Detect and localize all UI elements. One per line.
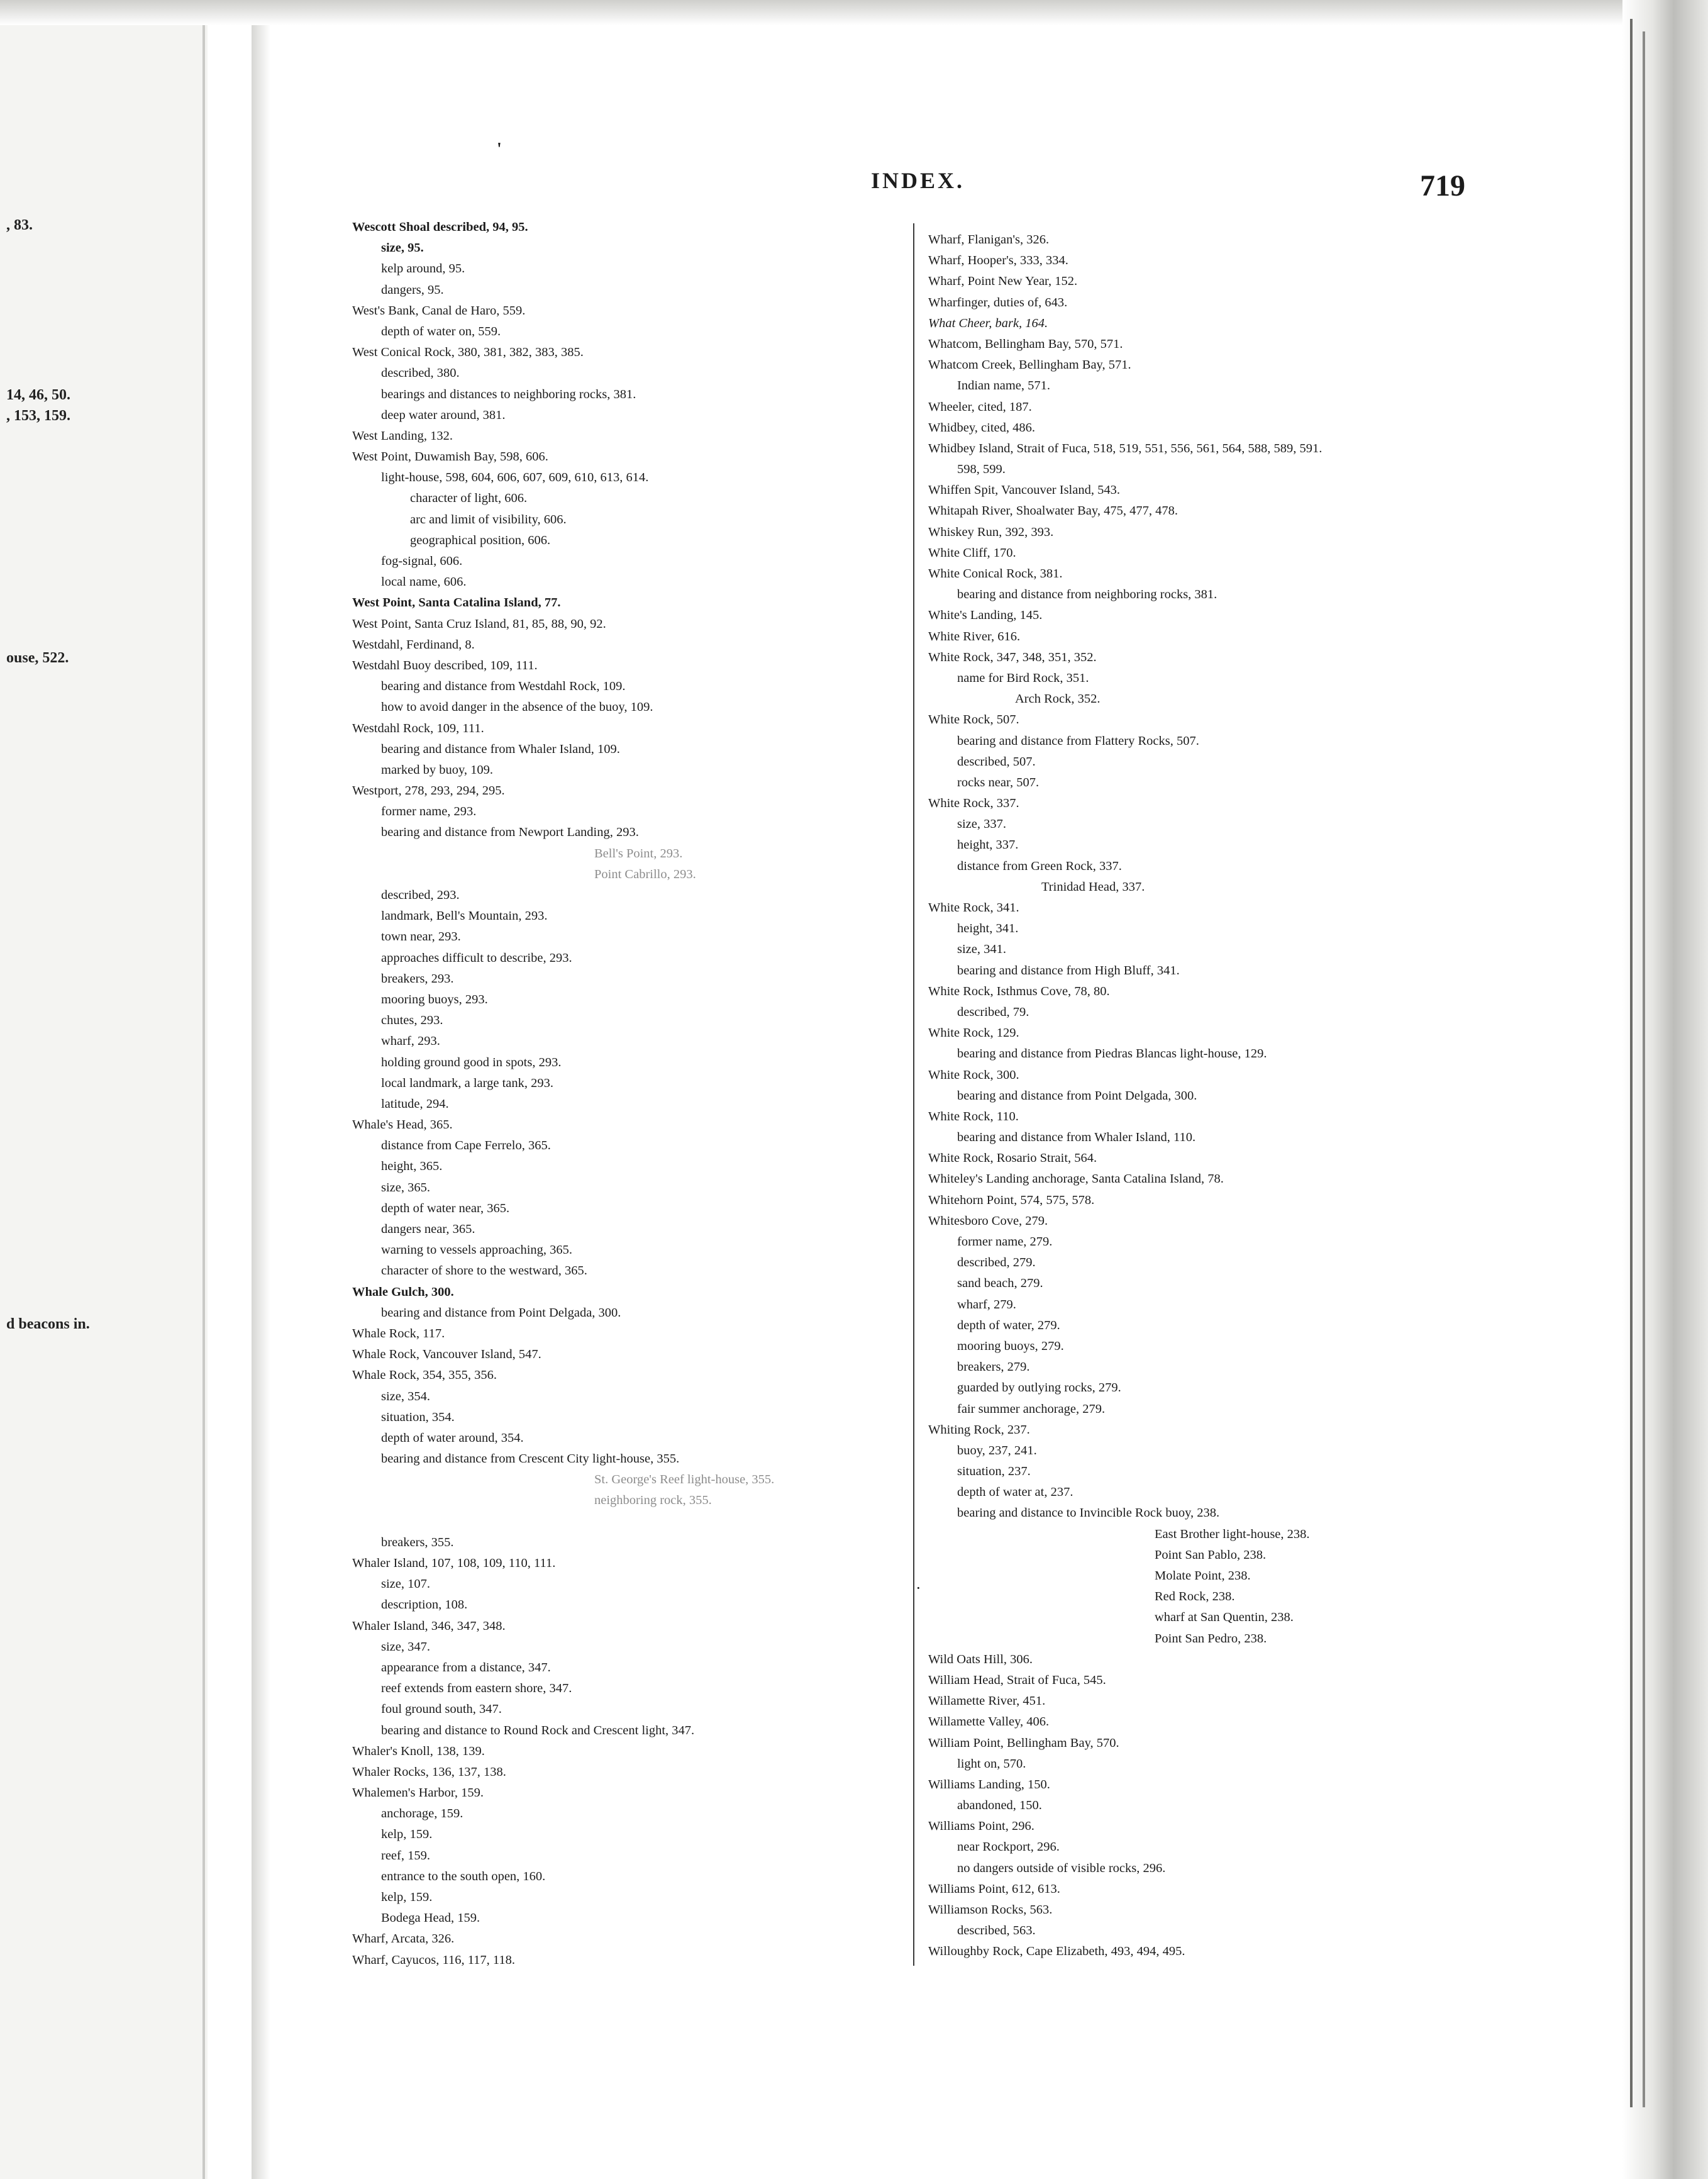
index-entry: White Rock, Rosario Strait, 564. xyxy=(928,1151,1097,1166)
index-entry: Whitapah River, Shoalwater Bay, 475, 477, 478. xyxy=(928,504,1178,518)
index-subentry: arc and limit of visibility, 606. xyxy=(410,512,567,527)
index-entry: Whale's Head, 365. xyxy=(352,1118,453,1132)
index-entry: Whaler's Knoll, 138, 139. xyxy=(352,1744,485,1758)
index-subentry: abandoned, 150. xyxy=(957,1798,1042,1813)
index-subentry: breakers, 355. xyxy=(381,1535,454,1549)
facing-page-fragment: , 153, 159. xyxy=(6,408,70,424)
index-subentry: size, 347. xyxy=(381,1639,430,1654)
index-subentry: former name, 279. xyxy=(957,1235,1053,1249)
index-subentry: Indian name, 571. xyxy=(957,379,1051,393)
index-subentry: height, 337. xyxy=(957,838,1019,852)
index-subentry: bearing and distance from Point Delgada, 300. xyxy=(957,1088,1197,1103)
index-subentry: described, 293. xyxy=(381,888,460,902)
index-subentry: distance from Green Rock, 337. xyxy=(957,859,1122,873)
index-entry: William Head, Strait of Fuca, 545. xyxy=(928,1673,1106,1687)
index-subentry: Trinidad Head, 337. xyxy=(1041,879,1145,894)
index-entry: Whaler Island, 107, 108, 109, 110, 111. xyxy=(352,1556,556,1570)
index-subentry: described, 380. xyxy=(381,366,460,381)
index-subentry: Point San Pedro, 238. xyxy=(1155,1631,1267,1646)
index-subentry: latitude, 294. xyxy=(381,1096,449,1111)
index-subentry: reef, 159. xyxy=(381,1848,430,1863)
index-subentry: bearing and distance to Round Rock and Crescent light, 347. xyxy=(381,1723,695,1737)
page-edge-stack xyxy=(1622,0,1708,2179)
index-subentry: described, 79. xyxy=(957,1005,1029,1019)
index-entry: Westdahl, Ferdinand, 8. xyxy=(352,637,475,652)
index-subentry: chutes, 293. xyxy=(381,1013,443,1028)
index-subentry: bearing and distance from Crescent City light-house, 355. xyxy=(381,1452,680,1466)
index-subentry: light-house, 598, 604, 606, 607, 609, 610, 613, 614. xyxy=(381,471,649,485)
index-subentry: bearing and distance from Whaler Island, 109. xyxy=(381,742,620,756)
index-subentry: character of shore to the westward, 365. xyxy=(381,1264,587,1278)
index-entry: Whiskey Run, 392, 393. xyxy=(928,525,1054,539)
index-entry: White's Landing, 145. xyxy=(928,608,1043,623)
index-entry: Whale Rock, 354, 355, 356. xyxy=(352,1368,497,1383)
index-subentry: sand beach, 279. xyxy=(957,1276,1043,1291)
index-subentry: bearing and distance from Point Delgada, 300. xyxy=(381,1305,621,1320)
index-subentry: height, 365. xyxy=(381,1159,443,1174)
index-subentry: size, 95. xyxy=(381,241,424,255)
index-entry: Whalemen's Harbor, 159. xyxy=(352,1786,484,1800)
page-number: 719 xyxy=(1420,169,1465,203)
index-subentry: marked by buoy, 109. xyxy=(381,762,494,777)
index-entry: West Conical Rock, 380, 381, 382, 383, 385. xyxy=(352,345,584,360)
index-entry: White Rock, 347, 348, 351, 352. xyxy=(928,650,1097,664)
index-subentry: near Rockport, 296. xyxy=(957,1840,1060,1854)
index-subentry: size, 354. xyxy=(381,1389,430,1403)
index-entry: White Rock, 507. xyxy=(928,713,1019,727)
index-entry: Whaler Island, 346, 347, 348. xyxy=(352,1619,506,1633)
index-subentry: Arch Rock, 352. xyxy=(1015,692,1101,706)
index-entry: White Rock, 341. xyxy=(928,901,1019,915)
index-subentry: distance from Cape Ferrelo, 365. xyxy=(381,1139,551,1153)
index-entry: Whiteley's Landing anchorage, Santa Catalina Island, 78. xyxy=(928,1172,1224,1186)
index-entry: Whitesboro Cove, 279. xyxy=(928,1213,1048,1228)
index-subentry: size, 107. xyxy=(381,1577,430,1591)
index-entry: White Rock, 300. xyxy=(928,1067,1019,1082)
index-subentry: Bell's Point, 293. xyxy=(594,846,683,861)
index-subentry: foul ground south, 347. xyxy=(381,1702,502,1717)
index-column-left xyxy=(352,217,924,1971)
facing-page-fragment: d beacons in. xyxy=(6,1316,90,1332)
page-edge-line xyxy=(1630,19,1633,2107)
index-subentry: situation, 354. xyxy=(381,1410,455,1424)
facing-page-fragment: 14, 46, 50. xyxy=(6,387,70,403)
page-fold xyxy=(202,0,205,2179)
index-subentry: described, 507. xyxy=(957,754,1036,769)
index-entry: White Rock, Isthmus Cove, 78, 80. xyxy=(928,984,1110,998)
index-subentry: no dangers outside of visible rocks, 296. xyxy=(957,1861,1166,1875)
index-subentry: town near, 293. xyxy=(381,930,461,944)
index-entry: Whatcom Creek, Bellingham Bay, 571. xyxy=(928,358,1131,372)
index-subentry: bearing and distance from Piedras Blancas light-house, 129. xyxy=(957,1047,1267,1061)
index-entry: White Cliff, 170. xyxy=(928,545,1016,560)
index-entry: Wescott Shoal described, 94, 95. xyxy=(352,220,528,234)
index-subentry: size, 341. xyxy=(957,942,1006,957)
index-subentry: character of light, 606. xyxy=(410,491,528,506)
index-subentry: bearing and distance from Newport Landing, 293. xyxy=(381,825,639,840)
index-subentry: holding ground good in spots, 293. xyxy=(381,1055,562,1069)
index-subentry: bearing and distance from Westdahl Rock, 109. xyxy=(381,679,626,694)
index-subentry: how to avoid danger in the absence of the buoy, 109. xyxy=(381,700,653,715)
index-subentry: fog-signal, 606. xyxy=(381,554,463,568)
index-subentry: depth of water near, 365. xyxy=(381,1201,510,1215)
index-subentry: wharf, 293. xyxy=(381,1034,440,1049)
index-subentry: mooring buoys, 293. xyxy=(381,992,488,1006)
index-entry: Wharfinger, duties of, 643. xyxy=(928,295,1068,309)
index-subentry: kelp, 159. xyxy=(381,1827,433,1842)
index-subentry: bearing and distance from Flattery Rocks, 507. xyxy=(957,733,1199,748)
index-subentry: reef extends from eastern shore, 347. xyxy=(381,1681,572,1696)
index-entry: Whale Rock, 117. xyxy=(352,1326,445,1340)
index-entry: Whiffen Spit, Vancouver Island, 543. xyxy=(928,483,1120,498)
index-entry: Whale Rock, Vancouver Island, 547. xyxy=(352,1347,541,1362)
index-subentry: situation, 237. xyxy=(957,1464,1031,1479)
stray-dot: · xyxy=(916,1579,921,1597)
index-entry: White Conical Rock, 381. xyxy=(928,567,1063,581)
index-entry: Williams Point, 296. xyxy=(928,1819,1034,1834)
index-entry: Willamette River, 451. xyxy=(928,1694,1046,1708)
index-subentry: Red Rock, 238. xyxy=(1155,1590,1235,1604)
gutter-shadow xyxy=(252,0,270,2179)
index-entry: White Rock, 110. xyxy=(928,1109,1019,1123)
index-subentry: breakers, 279. xyxy=(957,1360,1030,1374)
index-entry: Whaler Rocks, 136, 137, 138. xyxy=(352,1764,506,1779)
index-entry: What Cheer, bark, 164. xyxy=(928,316,1048,330)
index-entry: Wharf, Cayucos, 116, 117, 118. xyxy=(352,1953,516,1967)
index-entry: Whatcom, Bellingham Bay, 570, 571. xyxy=(928,337,1123,351)
index-column-right xyxy=(928,230,1570,1963)
index-subentry: bearings and distances to neighboring rocks, 381. xyxy=(381,387,636,401)
index-entry: Whiting Rock, 237. xyxy=(928,1422,1030,1437)
stray-mark: ' xyxy=(497,140,502,159)
index-subentry: name for Bird Rock, 351. xyxy=(957,671,1089,685)
index-subentry: bearing and distance from neighboring rocks, 381. xyxy=(957,588,1217,602)
index-subentry: bearing and distance from High Bluff, 341. xyxy=(957,963,1180,978)
index-subentry: size, 337. xyxy=(957,817,1006,832)
index-entry: Willoughby Rock, Cape Elizabeth, 493, 494, 495. xyxy=(928,1944,1185,1959)
index-subentry: description, 108. xyxy=(381,1598,468,1612)
index-subentry: height, 341. xyxy=(957,922,1019,936)
index-entry: Wild Oats Hill, 306. xyxy=(928,1652,1033,1666)
index-entry: Westdahl Rock, 109, 111. xyxy=(352,721,484,735)
index-entry: White Rock, 337. xyxy=(928,796,1019,811)
index-subentry: deep water around, 381. xyxy=(381,408,506,422)
index-subentry: approaches difficult to describe, 293. xyxy=(381,950,572,965)
index-subentry: dangers near, 365. xyxy=(381,1222,475,1236)
index-subentry: wharf at San Quentin, 238. xyxy=(1155,1610,1294,1625)
index-subentry: bearing and distance from Whaler Island, 110. xyxy=(957,1130,1196,1145)
index-entry: West Point, Santa Catalina Island, 77. xyxy=(352,596,561,610)
index-subentry: appearance from a distance, 347. xyxy=(381,1660,551,1675)
index-subentry: depth of water at, 237. xyxy=(957,1485,1073,1500)
index-subentry: Molate Point, 238. xyxy=(1155,1569,1251,1583)
index-subentry: Point San Pablo, 238. xyxy=(1155,1547,1267,1562)
index-subentry: landmark, Bell's Mountain, 293. xyxy=(381,909,548,923)
index-subentry: Point Cabrillo, 293. xyxy=(594,867,696,881)
facing-page-margin xyxy=(0,0,208,2179)
index-entry: West Point, Santa Cruz Island, 81, 85, 88, 90, 92. xyxy=(352,616,606,631)
page-edge-line xyxy=(1643,31,1645,2107)
index-entry: William Point, Bellingham Bay, 570. xyxy=(928,1736,1119,1750)
index-entry: White Rock, 129. xyxy=(928,1026,1019,1040)
index-subentry: described, 279. xyxy=(957,1256,1036,1270)
index-subentry: depth of water, 279. xyxy=(957,1318,1060,1332)
index-subentry: buoy, 237, 241. xyxy=(957,1443,1037,1457)
top-edge xyxy=(0,0,1708,25)
index-subentry: Bodega Head, 159. xyxy=(381,1911,480,1925)
index-subentry: geographical position, 606. xyxy=(410,533,551,547)
index-subentry: light on, 570. xyxy=(957,1756,1026,1771)
index-entry xyxy=(352,1512,924,1532)
index-subentry: warning to vessels approaching, 365. xyxy=(381,1243,573,1257)
index-subentry: guarded by outlying rocks, 279. xyxy=(957,1381,1121,1395)
index-subentry: wharf, 279. xyxy=(957,1297,1016,1312)
index-subentry: size, 365. xyxy=(381,1180,430,1195)
index-entry: Wharf, Flanigan's, 326. xyxy=(928,233,1050,247)
index-subentry: neighboring rock, 355. xyxy=(594,1493,712,1508)
index-subentry: kelp, 159. xyxy=(381,1890,433,1904)
index-subentry: fair summer anchorage, 279. xyxy=(957,1402,1106,1416)
index-subentry: 598, 599. xyxy=(957,462,1006,477)
facing-page-fragment: , 83. xyxy=(6,217,33,233)
index-entry: Wheeler, cited, 187. xyxy=(928,399,1032,414)
index-entry: Williamson Rocks, 563. xyxy=(928,1903,1053,1917)
index-subentry: kelp around, 95. xyxy=(381,262,465,276)
index-subentry: breakers, 293. xyxy=(381,971,454,986)
index-subentry: dangers, 95. xyxy=(381,282,444,297)
index-subentry: local name, 606. xyxy=(381,575,467,589)
index-subentry: anchorage, 159. xyxy=(381,1807,463,1821)
index-entry: Williams Point, 612, 613. xyxy=(928,1881,1060,1896)
index-entry: West's Bank, Canal de Haro, 559. xyxy=(352,303,526,318)
index-entry: Willamette Valley, 406. xyxy=(928,1715,1050,1729)
index-subentry: East Brother light-house, 238. xyxy=(1155,1527,1310,1541)
index-subentry: described, 563. xyxy=(957,1924,1036,1938)
facing-page-fragment: ouse, 522. xyxy=(6,650,69,666)
index-subentry: St. George's Reef light-house, 355. xyxy=(594,1473,775,1487)
index-subentry: rocks near, 507. xyxy=(957,775,1040,789)
index-entry: Wharf, Point New Year, 152. xyxy=(928,274,1078,289)
index-entry: Whale Gulch, 300. xyxy=(352,1285,454,1299)
index-entry: West Point, Duwamish Bay, 598, 606. xyxy=(352,450,548,464)
index-entry: Whidbey Island, Strait of Fuca, 518, 519, 551, 556, 561, 564, 588, 589, 591. xyxy=(928,441,1323,455)
index-subentry: mooring buoys, 279. xyxy=(957,1339,1064,1353)
index-entry: Westport, 278, 293, 294, 295. xyxy=(352,784,505,798)
index-entry: Whitehorn Point, 574, 575, 578. xyxy=(928,1193,1095,1207)
index-subentry: local landmark, a large tank, 293. xyxy=(381,1076,553,1090)
index-subentry: depth of water on, 559. xyxy=(381,324,501,338)
index-entry: White River, 616. xyxy=(928,629,1021,644)
index-subentry: former name, 293. xyxy=(381,805,477,819)
index-entry: Wharf, Arcata, 326. xyxy=(352,1932,455,1946)
index-entry: West Landing, 132. xyxy=(352,428,453,443)
index-entry: Williams Landing, 150. xyxy=(928,1777,1050,1792)
index-subentry: entrance to the south open, 160. xyxy=(381,1869,546,1883)
running-head: INDEX. xyxy=(871,168,965,193)
index-entry: Whidbey, cited, 486. xyxy=(928,420,1036,435)
index-subentry: bearing and distance to Invincible Rock buoy, 238. xyxy=(957,1506,1220,1520)
index-subentry: depth of water around, 354. xyxy=(381,1430,524,1445)
index-entry: Wharf, Hooper's, 333, 334. xyxy=(928,254,1068,268)
index-entry: Westdahl Buoy described, 109, 111. xyxy=(352,658,538,672)
